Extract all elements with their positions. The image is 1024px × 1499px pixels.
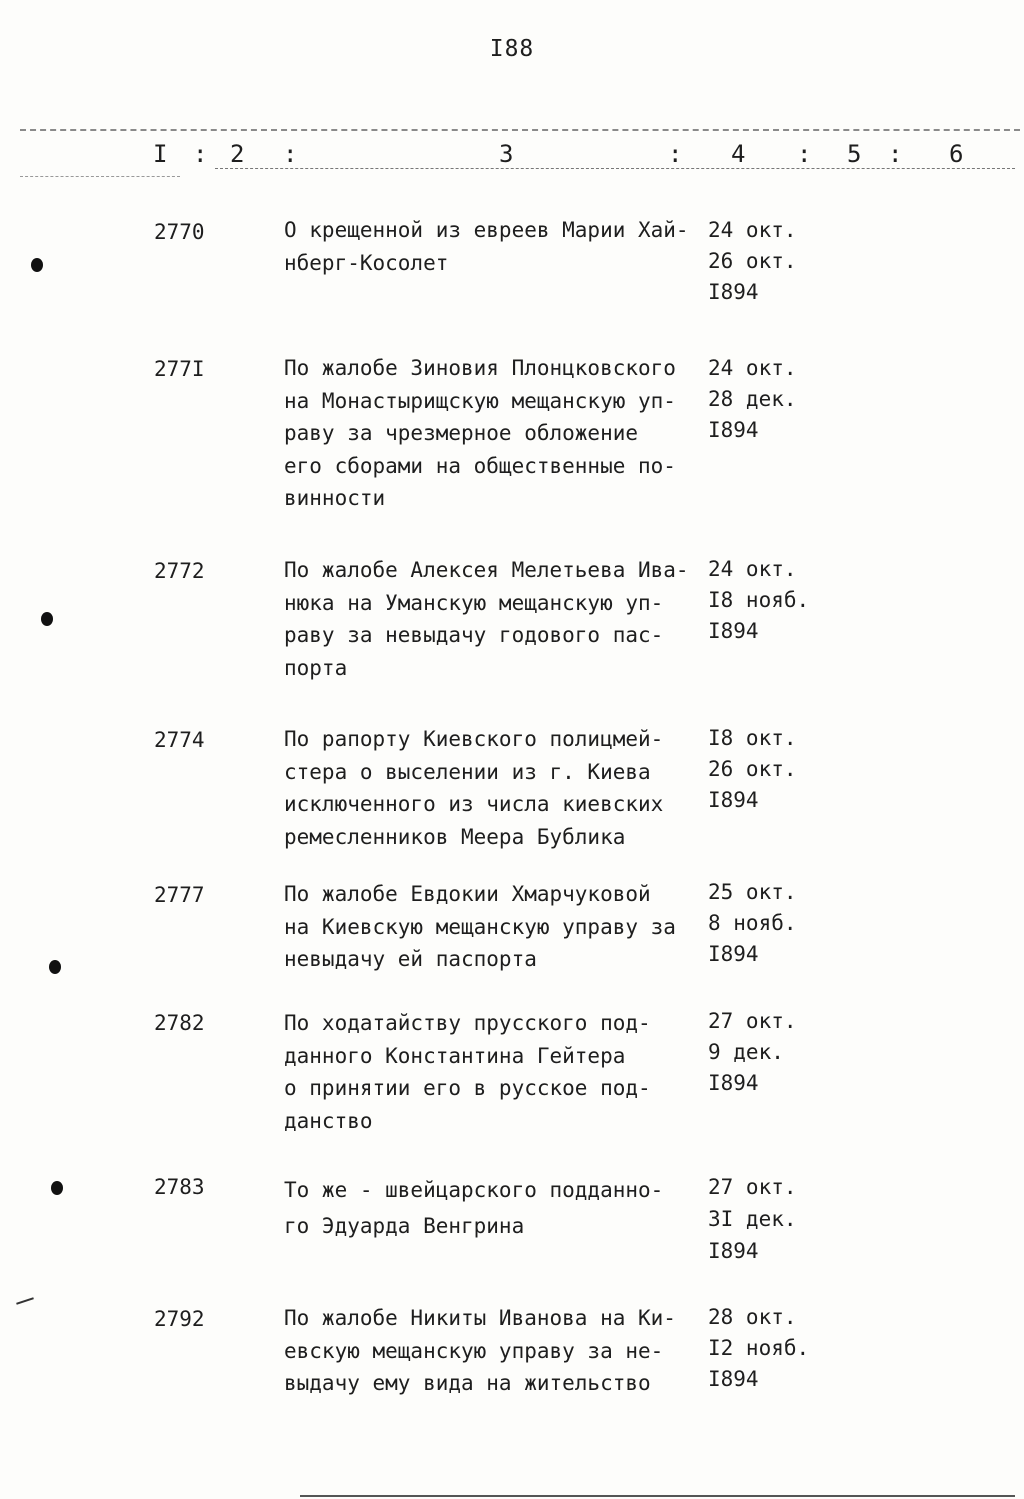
description-line: По жалобе Евдокии Хмарчуковой	[284, 882, 651, 906]
header-top-rule	[20, 129, 1020, 131]
description-line: исключенного из числа киевских	[284, 792, 664, 816]
start-date: 27 окт.	[708, 1009, 797, 1033]
description-line: То же - швейцарского подданно-	[284, 1178, 664, 1202]
year: I894	[708, 280, 759, 304]
description-line: выдачу ему вида на жительство	[284, 1371, 651, 1395]
row-description	[284, 352, 694, 515]
column-separator: :	[283, 140, 298, 168]
description-line: нберг-Косолет	[284, 250, 449, 275]
column-separator: :	[193, 140, 208, 168]
description-line: о принятии его в русское под-	[284, 1076, 651, 1100]
description-line: на Монастырищскую мещанскую уп-	[284, 388, 676, 413]
row-description	[284, 214, 694, 279]
description-line: евскую мещанскую управу за не-	[284, 1338, 664, 1363]
row-description	[284, 1172, 694, 1244]
row-number: 2772	[154, 559, 205, 583]
end-date: 28 дек.	[708, 387, 797, 411]
end-date: 3I дек.	[708, 1207, 797, 1231]
row-number: 2770	[154, 220, 205, 244]
end-date: I8 нояб.	[708, 588, 810, 612]
start-date: I8 окт.	[708, 726, 797, 750]
description-line: винности	[284, 486, 386, 510]
end-date: 26 окт.	[708, 757, 797, 781]
description-line: По жалобе Зиновия Плонцковского	[284, 356, 676, 380]
description-line: По жалобе Никиты Иванова на Ки-	[284, 1306, 676, 1330]
column-header-6: 6	[949, 140, 964, 168]
punch-hole-mark	[51, 1181, 63, 1195]
column-header-2: 2	[230, 140, 245, 168]
year: I894	[708, 619, 759, 643]
scan-mark	[16, 1297, 34, 1304]
punch-hole-mark	[41, 612, 53, 626]
year: I894	[708, 1239, 759, 1263]
description-line: По рапорту Киевского полицмей-	[284, 727, 664, 751]
start-date: 25 окт.	[708, 880, 797, 904]
end-date: 8 нояб.	[708, 911, 797, 935]
description-line: раву за невыдачу годового пас-	[284, 623, 664, 647]
page-bottom-rule	[300, 1495, 1015, 1497]
description-line: данство	[284, 1108, 373, 1133]
year: I894	[708, 1071, 759, 1095]
column-separator: :	[668, 140, 683, 168]
column-header-3: 3	[499, 140, 514, 168]
description-line: его сборами на общественные по-	[284, 453, 676, 478]
start-date: 24 окт.	[708, 218, 797, 242]
row-description	[284, 723, 694, 853]
description-line: О крещенной из евреев Марии Хай-	[284, 218, 689, 242]
column-separator: :	[888, 140, 903, 168]
row-dates	[708, 723, 858, 816]
year: I894	[708, 418, 759, 442]
description-line: По ходатайству прусского под-	[284, 1011, 651, 1035]
row-dates	[708, 1302, 858, 1395]
page-number: I88	[489, 36, 535, 62]
description-line: стера о выселении из г. Киева	[284, 759, 651, 784]
row-number: 2782	[154, 1011, 205, 1035]
description-line: порта	[284, 655, 348, 680]
row-number: 2777	[154, 883, 205, 907]
row-description	[284, 554, 694, 684]
start-date: 24 окт.	[708, 356, 797, 380]
row-dates	[708, 215, 858, 308]
row-description	[284, 1007, 694, 1137]
year: I894	[708, 788, 759, 812]
description-line: невыдачу ей паспорта	[284, 947, 537, 971]
description-line: По жалобе Алексея Мелетьева Ива-	[284, 558, 689, 582]
year: I894	[708, 942, 759, 966]
row-description	[284, 1302, 694, 1400]
description-line: нюка на Уманскую мещанскую уп-	[284, 590, 664, 615]
description-line: ремесленников Меера Бублика	[284, 824, 626, 849]
start-date: 28 окт.	[708, 1305, 797, 1329]
end-date: 9 дек.	[708, 1040, 784, 1064]
description-line: раву за чрезмерное обложение	[284, 421, 639, 445]
row-dates	[708, 1171, 858, 1267]
description-line: данного Константина Гейтера	[284, 1043, 626, 1068]
start-date: 27 окт.	[708, 1175, 797, 1199]
end-date: I2 нояб.	[708, 1336, 810, 1360]
row-dates	[708, 554, 858, 647]
row-description	[284, 878, 694, 976]
year: I894	[708, 1367, 759, 1391]
row-dates	[708, 353, 858, 446]
column-header-4: 4	[731, 140, 746, 168]
row-number: 2792	[154, 1307, 205, 1331]
row-number: 2774	[154, 728, 205, 752]
row-dates	[708, 877, 858, 970]
column-separator: :	[797, 140, 812, 168]
row-number: 2783	[154, 1175, 205, 1199]
end-date: 26 окт.	[708, 249, 797, 273]
row-dates	[708, 1006, 858, 1099]
punch-hole-mark	[49, 960, 61, 974]
row-number: 277I	[154, 357, 205, 381]
header-bottom-rule-left	[20, 176, 180, 177]
start-date: 24 окт.	[708, 557, 797, 581]
column-header-1: I	[153, 140, 168, 168]
header-bottom-rule	[215, 168, 1015, 169]
punch-hole-mark	[31, 258, 43, 272]
description-line: го Эдуарда Венгрина	[284, 1214, 525, 1238]
column-header-5: 5	[847, 140, 862, 168]
description-line: на Киевскую мещанскую управу за	[284, 914, 676, 939]
